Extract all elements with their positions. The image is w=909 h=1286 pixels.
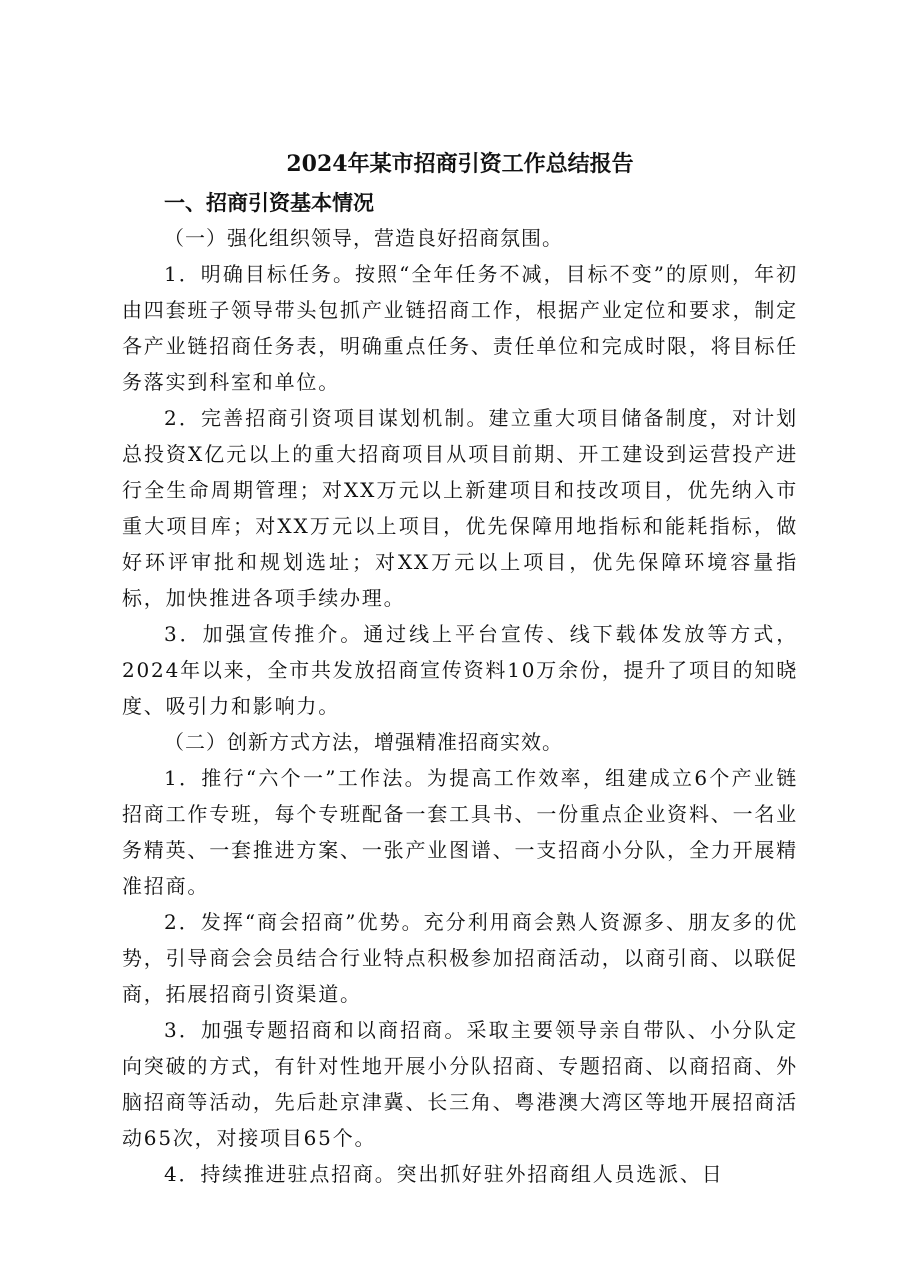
paragraph: 1．推行“六个一”工作法。为提高工作效率，组建成立6个产业链招商工作专班，每个专班配备一套工具书、一份重点企业资料、一名业务精英、一套推进方案、一张产业图谱、一支招商小分队，全力开展精准招商。 <box>122 766 798 898</box>
paragraph: 1．明确目标任务。按照“全年任务不减，目标不变”的原则，年初由四套班子领导带头包抓产业链招商工作，根据产业定位和要求，制定各产业链招商任务表，明确重点任务、责任单位和完成时限，将目标任务落实到科室和单位。 <box>122 262 798 394</box>
paragraph: 3．加强宣传推介。通过线上平台宣传、线下载体发放等方式，2024年以来，全市共发放招商宣传资料10万余份，提升了项目的知晓度、吸引力和影响力。 <box>122 622 798 718</box>
section-heading: 一、招商引资基本情况 <box>164 191 374 215</box>
document-body <box>122 142 798 1192</box>
paragraph: 2．发挥“商会招商”优势。充分利用商会熟人资源多、朋友多的优势，引导商会会员结合行业特点积极参加招商活动，以商引商、以联促商，拓展招商引资渠道。 <box>122 910 798 1006</box>
subsection-heading: （二）创新方式方法，增强精准招商实效。 <box>164 730 563 754</box>
paragraph: 2．完善招商引资项目谋划机制。建立重大项目储备制度，对计划总投资X亿元以上的重大招商项目从项目前期、开工建设到运营投产进行全生命周期管理；对XX万元以上新建项目和技改项目，优先纳入市重大项目库；对XX万元以上项目，优先保障用地指标和能耗指标，做好环评审批和规划选址；对XX万元以上项目，优先保障环境容量指标，加快推进各项手续办理。 <box>122 406 798 610</box>
document-title: 2024年某市招商引资工作总结报告 <box>286 151 634 177</box>
subsection-heading: （一）强化组织领导，营造良好招商氛围。 <box>164 226 563 250</box>
paragraph: 3．加强专题招商和以商招商。采取主要领导亲自带队、小分队定向突破的方式，有针对性地开展小分队招商、专题招商、以商招商、外脑招商等活动，先后赴京津冀、长三角、粤港澳大湾区等地开展招商活动65次，对接项目65个。 <box>122 1018 798 1150</box>
paragraph: 4．持续推进驻点招商。突出抓好驻外招商组人员选派、日 <box>164 1162 724 1186</box>
